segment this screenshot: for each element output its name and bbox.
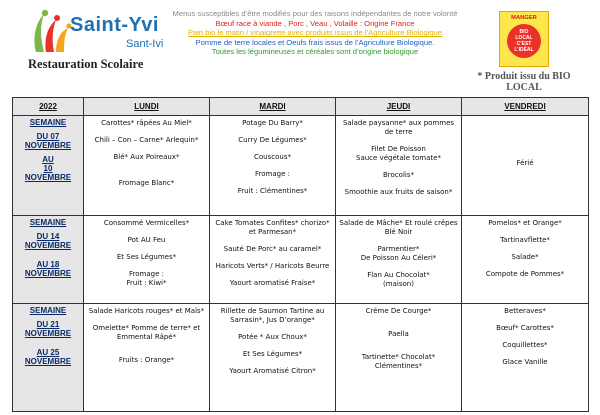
menu-cell-mardi xyxy=(210,304,336,412)
week-date: NOVEMBRE xyxy=(24,329,72,338)
menu-item: Betteraves* xyxy=(504,307,546,315)
week-date: AU xyxy=(42,155,54,164)
menu-item: Potée * Aux Choux* xyxy=(238,333,307,341)
logo-subtitle: Sant-Ivi xyxy=(126,38,164,50)
week-label: SEMAINE xyxy=(29,118,67,127)
menu-item: Yaourt aromatisé Fraise* xyxy=(229,279,316,287)
menu-item: Glace Vanille xyxy=(502,358,548,366)
menu-item: (maison) xyxy=(383,280,414,288)
menu-item: Et Ses Légumes* xyxy=(116,253,177,261)
menu-item: De Poisson Au Céleri* xyxy=(360,254,437,262)
menu-item: Coquillettes* xyxy=(502,341,548,349)
menu-item: Bœuf* Carottes* xyxy=(496,324,554,332)
menu-cell-mardi xyxy=(210,216,336,304)
menu-item: Brocolis* xyxy=(383,171,414,179)
menu-item: Cake Tomates Confites* chorizo* et Parmesan* xyxy=(215,219,330,236)
note-modification: Menus susceptibles d’être modifiés pour des raisons indépendantes de notre volonté xyxy=(172,9,458,18)
table-row xyxy=(13,116,589,216)
week-date: DU 14 xyxy=(36,232,60,241)
menu-item: Smoothie aux fruits de saison* xyxy=(344,188,453,196)
menu-notes xyxy=(170,9,460,57)
menu-item: Rillette de Saumon Tartine au Sarrasin*, Jus D’orange* xyxy=(220,307,325,324)
menu-cell-lundi xyxy=(84,304,210,412)
column-header-mardi: MARDI xyxy=(210,98,336,116)
week-date: DU 21 xyxy=(36,320,60,329)
week-period xyxy=(13,116,84,216)
week-date: AU 18 xyxy=(36,260,60,269)
menu-cell-lundi xyxy=(84,216,210,304)
menu-item: Yaourt Aromatisé Citron* xyxy=(229,367,316,375)
logo-figures-icon xyxy=(30,8,74,56)
bio-local-badge xyxy=(499,11,549,67)
menu-item: Tartinavflette* xyxy=(500,236,550,244)
week-period xyxy=(13,304,84,412)
badge-line: LOCAL xyxy=(515,35,533,41)
table-header-row xyxy=(13,98,589,116)
badge-note: * Produit issu du BIO LOCAL xyxy=(477,71,571,93)
year-header: 2022 xyxy=(13,98,84,116)
menu-item: Curry De Légumes* xyxy=(238,136,307,144)
menu-cell-jeudi xyxy=(336,304,462,412)
menu-item: Parmentier* xyxy=(377,245,420,253)
menu-item: Fromage : xyxy=(129,270,164,278)
menu-item: Fromage : xyxy=(255,170,290,178)
menu-item: Salade paysanne* aux pommes de terre xyxy=(342,119,455,136)
menu-item: Tartinette* Chocolat* Clémentines* xyxy=(361,353,436,370)
menu-cell-jeudi xyxy=(336,216,462,304)
menu-cell-mardi xyxy=(210,116,336,216)
note-legumes: Toutes les légumineuses et céréales sont d’origine biologique xyxy=(211,47,419,57)
menu-item: Fruits : Orange* xyxy=(118,356,175,364)
menu-item: Blé* Aux Poireaux* xyxy=(113,153,180,161)
menu-table xyxy=(12,97,589,412)
menu-item: Potage Du Barry* xyxy=(242,119,303,127)
table-row xyxy=(13,216,589,304)
menu-item: Et Ses Légumes* xyxy=(242,350,303,358)
column-header-vendredi: VENDREDI xyxy=(462,98,589,116)
week-date: DU 07 xyxy=(36,132,60,141)
week-date: NOVEMBRE xyxy=(24,357,72,366)
note-meat-origin: Bœuf race à viande , Porc , Veau , Volaille : Origine France xyxy=(215,18,415,28)
badge-line: C’EST L’IDÉAL xyxy=(514,41,534,53)
menu-item: Fruit : Clémentines* xyxy=(237,187,308,195)
logo-title: Saint-Yvi xyxy=(70,14,159,36)
menu-item: Salade Haricots rouges* et Maïs* xyxy=(88,307,205,315)
table-row xyxy=(13,304,589,412)
week-date: NOVEMBRE xyxy=(24,141,72,150)
week-date: NOVEMBRE xyxy=(24,241,72,250)
week-period xyxy=(13,216,84,304)
menu-item: Paella xyxy=(388,330,409,338)
menu-item: Sauce végétale tomate* xyxy=(356,154,441,162)
menu-item: Filet De Poisson xyxy=(371,145,426,153)
menu-item: Chili – Con – Carne* Arlequin* xyxy=(94,136,199,144)
note-potatoes-eggs: Pomme de terre locales et Oeufs frais issus de l’Agriculture Biologique. xyxy=(195,37,435,47)
menu-item: Salade de Mâche* Et roulé crêpes Blé Noir xyxy=(339,219,458,236)
menu-cell-vendredi xyxy=(462,304,589,412)
menu-item: Omelette* Pomme de terre* et Emmental Râpé* xyxy=(92,324,201,341)
column-header-jeudi: JEUDI xyxy=(336,98,462,116)
menu-item: Flan Au Chocolat* xyxy=(367,271,430,279)
badge-line: BIO xyxy=(519,29,529,35)
menu-cell-vendredi xyxy=(462,116,589,216)
menu-cell-lundi xyxy=(84,116,210,216)
note-bread: Pain bio le matin / vinaigrette avec produits issus de l’Agriculture Biologique xyxy=(187,28,443,38)
badge-circle xyxy=(507,24,541,58)
logo xyxy=(30,8,180,80)
badge-top-text: MANGER xyxy=(511,15,537,21)
logo-service: Restauration Scolaire xyxy=(28,57,144,71)
menu-item: Carottes* râpées Au Miel* xyxy=(101,119,192,127)
menu-item: Couscous* xyxy=(254,153,291,161)
menu-item: Sauté De Porc* au caramel* xyxy=(223,245,322,253)
week-label: SEMAINE xyxy=(29,218,67,227)
menu-item: Compote de Pommes* xyxy=(485,270,565,278)
menu-item: Férié xyxy=(516,158,534,167)
menu-item: Haricots Verts* / Haricots Beurre xyxy=(215,262,330,270)
menu-cell-vendredi xyxy=(462,216,589,304)
week-date: AU 25 xyxy=(36,348,60,357)
week-label: SEMAINE xyxy=(29,306,67,315)
menu-item: Pot AU Feu xyxy=(127,236,166,244)
menu-cell-jeudi xyxy=(336,116,462,216)
menu-item: Pomelos* et Orange* xyxy=(488,219,562,227)
menu-item: Fruit : Kiwi* xyxy=(126,279,167,287)
menu-item: Crème De Courge* xyxy=(365,307,432,315)
column-header-lundi: LUNDI xyxy=(84,98,210,116)
week-date: 10 xyxy=(43,164,53,173)
menu-item: Salade* xyxy=(511,253,539,261)
week-date: NOVEMBRE xyxy=(24,269,72,278)
week-date: NOVEMBRE xyxy=(24,173,72,182)
menu-item: Consommé Vermicelles* xyxy=(103,219,190,227)
menu-item: Fromage Blanc* xyxy=(118,179,175,187)
